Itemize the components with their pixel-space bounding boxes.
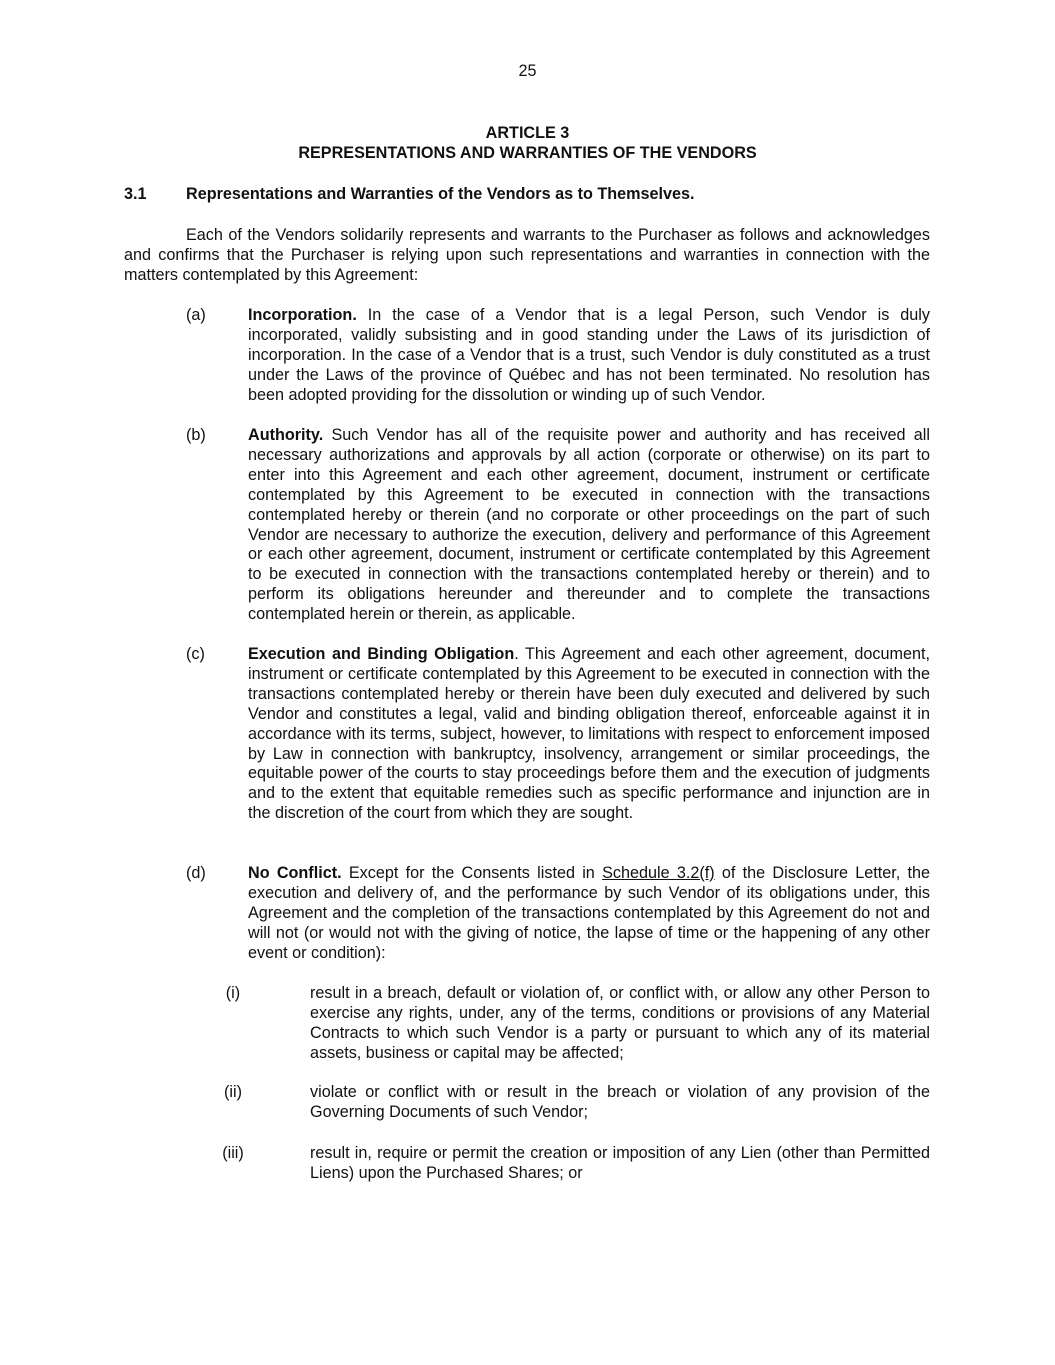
page-number: 25 [518, 62, 537, 80]
subclause-ii [224, 1083, 930, 1123]
subclause-text: result in, require or permit the creation or imposition of any Lien (other than Permitted Liens) upon the Purchased Shares; or [310, 1144, 930, 1182]
clause-body [248, 864, 930, 964]
subclause-label: (ii) [224, 1083, 242, 1101]
section-number: 3.1 [124, 185, 147, 203]
subclause-text: result in a breach, default or violation of, or conflict with, or allow any other Person to exercise any rights, under, any of the terms, conditions or provisions of any Material Contracts to which such Vendor is a party or pursuant to which any of its material assets, business or capital may be affected; [310, 984, 930, 1062]
clause-heading: Execution and Binding Obligation [248, 645, 515, 663]
clause-heading: Incorporation. [248, 306, 357, 324]
subclause-text: violate or conflict with or result in the breach or violation of any provision of the Governing Documents of such Vendor; [310, 1083, 930, 1121]
clause-d [186, 864, 930, 964]
article-heading [0, 124, 1055, 164]
clause-heading: Authority. [248, 426, 324, 444]
subclause-label: (i) [225, 984, 241, 1002]
section-heading [124, 185, 930, 205]
clause-body [248, 306, 930, 406]
clause-label: (d) [186, 864, 206, 882]
clause-label: (a) [186, 306, 206, 324]
clause-text: Such Vendor has all of the requisite power and authority and has received all necessary authorizations and approvals by all action (corporate or otherwise) on its part to enter into this Agreement and each other agreement, document, instrument or certificate contemplated by this Agreement to be executed in connection with the transactions contemplated hereby or therein (and no corporate or other proceedings on the part of such Vendor are necessary to authorize the execution, delivery and performance of this Agreement or each other agreement, document, instrument or certificate contemplated by this Agreement to be executed in connection with the transactions contemplated hereby or therein) and to perform its obligations hereunder and thereunder and to complete the transactions contemplated herein or therein, as applicable. [248, 426, 930, 624]
clause-label: (b) [186, 426, 206, 444]
clause-a [186, 306, 930, 406]
clause-heading: No Conflict. [248, 864, 342, 882]
article-number: ARTICLE 3 [485, 124, 570, 142]
clause-c [186, 645, 930, 824]
clause-body [248, 426, 930, 625]
section-title: Representations and Warranties of the Vendors as to Themselves. [186, 185, 695, 203]
intro-paragraph: Each of the Vendors solidarily represents and warrants to the Purchaser as follows and acknowledges and confirms that the Purchaser is relying upon such representations and warranties in connection with the matters contemplated by this Agreement: [124, 226, 930, 284]
schedule-reference: Schedule 3.2(f) [602, 864, 715, 882]
clause-text-before: Except for the Consents listed in [341, 864, 603, 882]
article-title: REPRESENTATIONS AND WARRANTIES OF THE VENDORS [298, 143, 757, 162]
clause-body [248, 645, 930, 824]
clause-text: In the case of a Vendor that is a legal Person, such Vendor is duly incorporated, validly subsisting and in good standing under the Laws of its jurisdiction of incorporation. In the case of a Vendor that is a trust, such Vendor is duly constituted as a trust under the Laws of the province of Québec and has not been terminated. No resolution has been adopted providing for the dissolution or winding up of such Vendor. [248, 306, 930, 404]
clause-b [186, 426, 930, 625]
clause-text-after: of the Disclosure Letter, the execution and delivery of, and the performance by such Vendor of its obligations under, this Agreement and the completion of the transactions contemplated by this Agreement do not and will not (or would not with the giving of notice, the lapse of time or the happening of any other event or condition): [248, 864, 930, 962]
clause-text: . This Agreement and each other agreement, document, instrument or certificate contemplated by this Agreement to be executed in connection with the transactions contemplated hereby or therein have been duly executed and delivered by such Vendor and constitutes a legal, valid and binding obligation thereof, enforceable against it in accordance with its terms, subject, however, to limitations with respect to enforcement imposed by Law in connection with bankruptcy, insolvency, arrangement or similar proceedings, the equitable power of the courts to stay proceedings before them and the execution of judgments and to the extent that equitable remedies such as specific performance and injunction are in the discretion of the court from which they are sought. [248, 645, 930, 823]
subclause-label: (iii) [222, 1144, 244, 1162]
subclause-i [225, 984, 930, 1064]
clause-label: (c) [186, 645, 205, 663]
subclause-iii [222, 1144, 930, 1184]
